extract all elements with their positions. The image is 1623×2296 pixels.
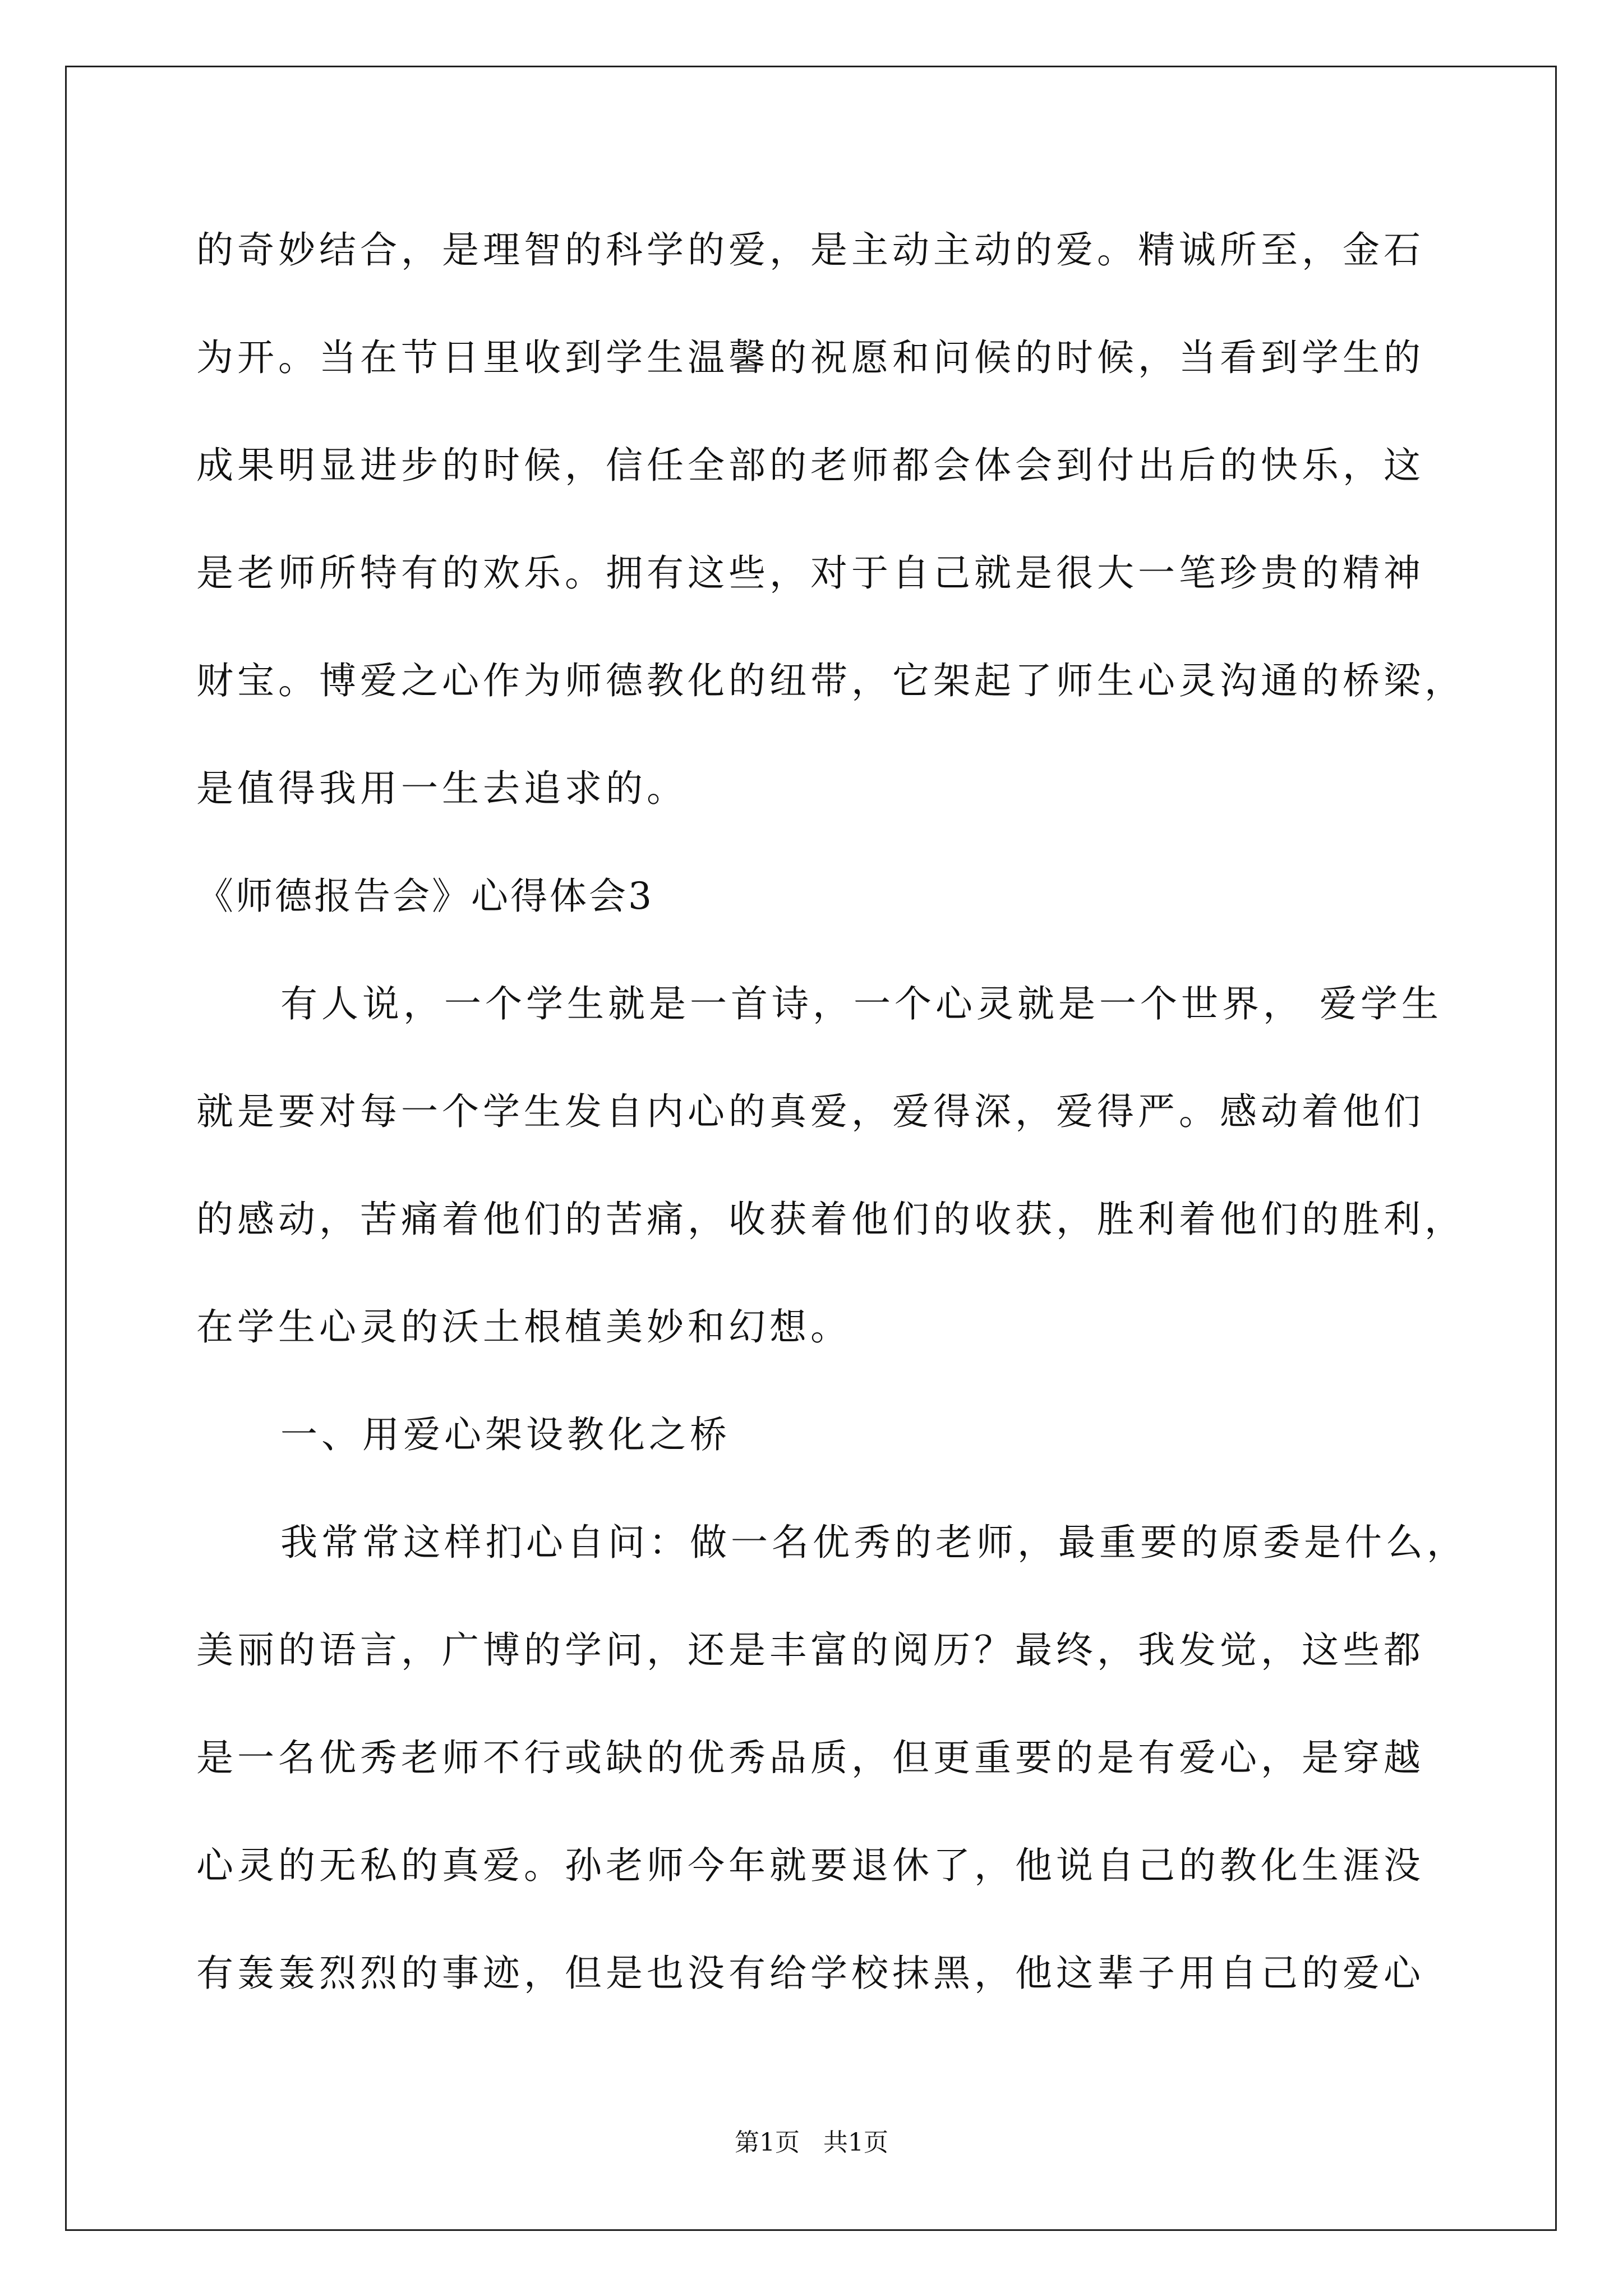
subheading: 一、用爱心架设教化之桥 xyxy=(280,1413,731,1456)
text-line: 心灵的无私的真爱。孙老师今年就要退休了，他说自己的教化生涯没 xyxy=(196,1844,1424,1887)
text-line: 是老师所特有的欢乐。拥有这些，对于自己就是很大一笔珍贵的精神 xyxy=(196,551,1424,595)
text-line: 是一名优秀老师不行或缺的优秀品质，但更重要的是有爱心，是穿越 xyxy=(196,1736,1424,1779)
text-line: 就是要对每一个学生发自内心的真爱，爱得深，爱得严。感动着他们 xyxy=(196,1090,1424,1133)
text-line: 财宝。博爱之心作为师德教化的纽带，它架起了师生心灵沟通的桥梁， xyxy=(196,659,1465,702)
text-line: 成果明显进步的时候，信任全部的老师都会体会到付出后的快乐，这 xyxy=(196,444,1424,487)
text-line: 为开。当在节日里收到学生温馨的祝愿和问候的时候，当看到学生的 xyxy=(196,336,1424,379)
section-heading: 《师德报告会》心得体会3 xyxy=(196,875,654,918)
text-line: 在学生心灵的沃土根植美妙和幻想。 xyxy=(196,1305,851,1349)
text-line: 我常常这样扪心自问：做一名优秀的老师，最重要的原委是什么， xyxy=(280,1521,1468,1564)
page-footer: 第1页 共1页 xyxy=(735,2128,888,2157)
text-line: 有轰轰烈烈的事迹，但是也没有给学校抹黑，他这辈子用自己的爱心 xyxy=(196,1952,1424,1995)
text-line: 的奇妙结合，是理智的科学的爱，是主动主动的爱。精诚所至，金石 xyxy=(196,228,1424,272)
text-line: 美丽的语言，广博的学问，还是丰富的阅历？最终，我发觉，这些都 xyxy=(196,1628,1424,1672)
document-body xyxy=(196,196,1468,2027)
text-line: 的感动，苦痛着他们的苦痛，收获着他们的收获，胜利着他们的胜利， xyxy=(196,1198,1465,1241)
text-line: 有人说，一个学生就是一首诗，一个心灵就是一个世界， 爱学生 xyxy=(280,982,1442,1025)
text-line: 是值得我用一生去追求的。 xyxy=(196,767,688,810)
